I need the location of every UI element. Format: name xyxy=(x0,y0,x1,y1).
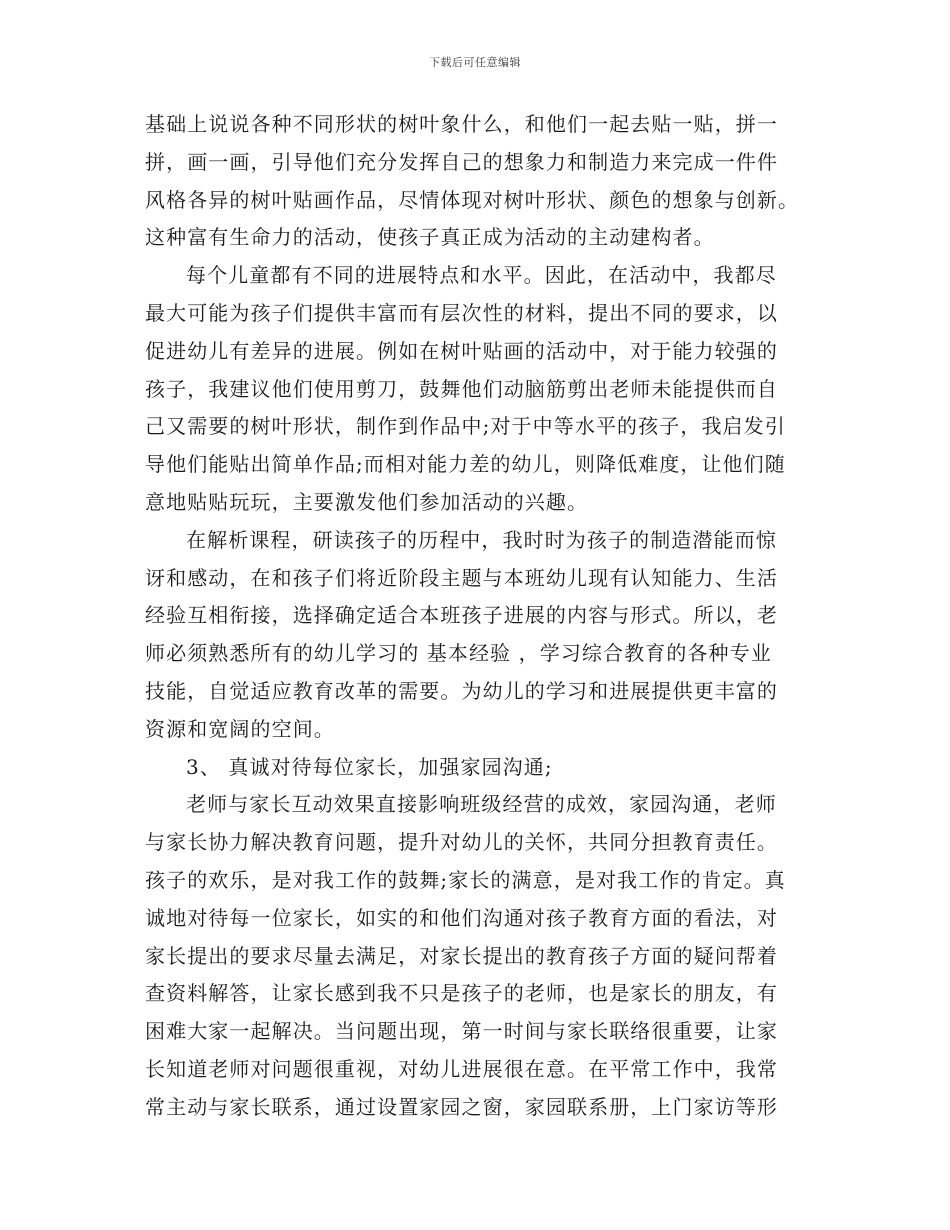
paragraph-first-line: 每个儿童都有不同的进展特点和水平。因此，在活动中，我都尽 xyxy=(186,263,777,288)
section-heading: 3、 真诚对待每位家长，加强家园沟通; xyxy=(186,754,553,779)
text-line: 孩子，我建议他们使用剪刀，鼓舞他们动脑筋剪出老师未能提供而自 xyxy=(145,376,778,401)
text-line: 促进幼儿有差异的进展。例如在树叶贴画的活动中，对于能力较强的 xyxy=(145,338,778,363)
text-line: 基础上说说各种不同形状的树叶象什么，和他们一起去贴一贴，拼一 xyxy=(145,112,778,136)
text-line: 经验互相衔接，选择确定适合本班孩子进展的内容与形式。所以，老 xyxy=(145,603,778,628)
text-line: 讶和感动，在和孩子们将近阶段主题与本班幼儿现有认知能力、生活 xyxy=(145,565,778,590)
paragraph-first-line: 老师与家长互动效果直接影响班级经营的成效，家园沟通，老师 xyxy=(186,792,777,817)
text-line: 常主动与家长联系，通过设置家园之窗，家园联系册，上门家访等形 xyxy=(145,1094,778,1119)
text-line: 导他们能贴出简单作品;而相对能力差的幼儿，则降低难度，让他们随 xyxy=(145,452,786,477)
text-line: 资源和宽阔的空间。 xyxy=(145,716,335,741)
text-line: 拼，画一画，引导他们充分发挥自己的想象力和制造力来完成一件件 xyxy=(145,149,778,174)
text-line: 家长提出的要求尽量去满足，对家长提出的教育孩子方面的疑问帮着 xyxy=(145,943,778,968)
text-line: 技能，自觉适应教育改革的需要。为幼儿的学习和进展提供更丰富的 xyxy=(145,678,778,703)
text-line: 己又需要的树叶形状，制作到作品中;对于中等水平的孩子，我启发引 xyxy=(145,414,786,439)
page-header-note: 下载后可任意编辑 xyxy=(429,56,521,69)
text-line: 风格各异的树叶贴画作品，尽情体现对树叶形状、颜色的想象与创新。 xyxy=(145,187,800,212)
text-line: 诚地对待每一位家长，如实的和他们沟通对孩子教育方面的看法，对 xyxy=(145,905,778,930)
document-body xyxy=(145,106,813,1127)
text-line: 困难大家一起解决。当问题出现，第一时间与家长联络很重要，让家 xyxy=(145,1019,778,1044)
text-line: 意地贴贴玩玩，主要激发他们参加活动的兴趣。 xyxy=(145,489,589,514)
text-line: 孩子的欢乐，是对我工作的鼓舞;家长的满意，是对我工作的肯定。真 xyxy=(145,867,786,892)
text-line: 这种富有生命力的活动，使孩子真正成为活动的主动建构者。 xyxy=(145,225,715,250)
text-line: 最大可能为孩子们提供丰富而有层次性的材料，提出不同的要求，以 xyxy=(145,300,778,325)
text-line: 与家长协力解决教育问题，提升对幼儿的关怀，共同分担教育责任。 xyxy=(145,830,778,855)
paragraph-first-line: 在解析课程，研读孩子的历程中，我时时为孩子的制造潜能而惊 xyxy=(186,527,777,552)
text-line: 查资料解答，让家长感到我不只是孩子的老师，也是家长的朋友，有 xyxy=(145,981,778,1006)
text-line: 长知道老师对问题很重视，对幼儿进展很在意。在平常工作中，我常 xyxy=(145,1056,778,1081)
text-line: 师必须熟悉所有的幼儿学习的 基本经验 ，学习综合教育的各种专业 xyxy=(145,641,772,666)
